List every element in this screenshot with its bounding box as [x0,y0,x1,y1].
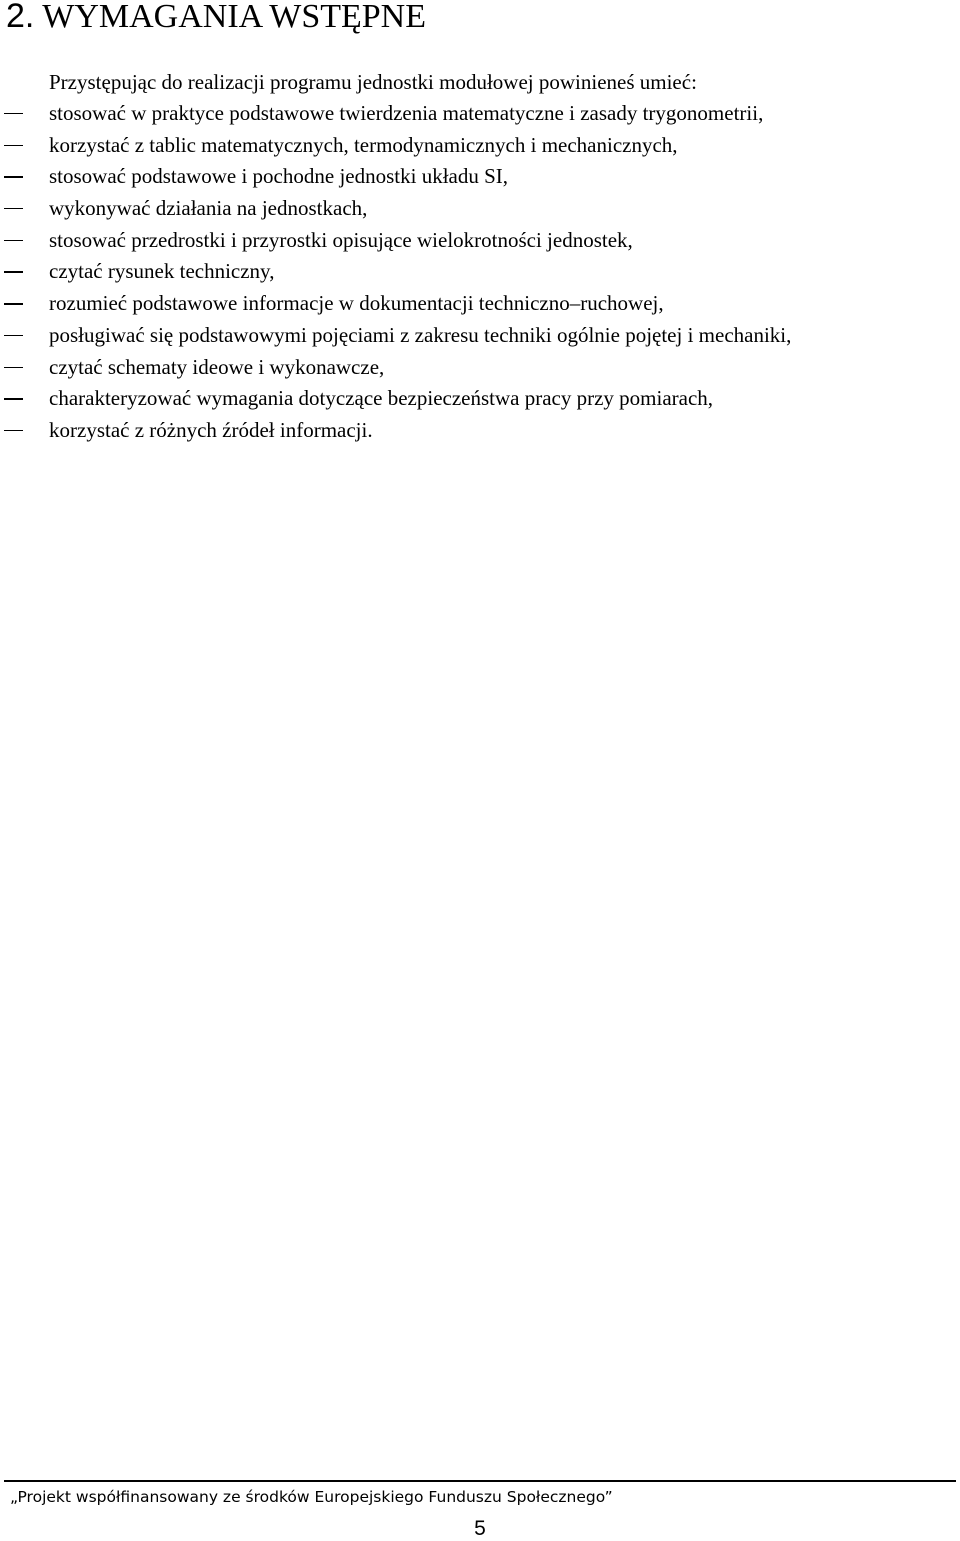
section-heading [6,0,426,37]
dash-bullet [4,398,23,399]
dash-bullet [4,271,23,272]
dash-bullet [4,430,23,431]
list-item-text: charakteryzować wymagania dotyczące bezpieczeństwa pracy przy pomiarach, [49,386,714,411]
footer-divider [4,1480,956,1482]
list-item-text: wykonywać działania na jednostkach, [49,196,368,221]
page-number: 5 [474,1517,486,1540]
list-item-text: stosować przedrostki i przyrostki opisujące wielokrotności jednostek, [49,227,633,252]
dash-bullet [4,208,23,209]
dash-bullet [4,335,23,336]
list-item-text: korzystać z tablic matematycznych, termodynamicznych i mechanicznych, [49,132,678,157]
dash-bullet [4,176,23,177]
section-title: WYMAGANIA WSTĘPNE [42,0,426,35]
intro-paragraph: Przystępując do realizacji programu jednostki modułowej powinieneś umieć: [49,70,697,94]
dash-bullet [4,145,23,146]
list-item-text: rozumieć podstawowe informacje w dokumentacji techniczno–ruchowej, [49,291,664,316]
dash-bullet [4,303,23,304]
dash-bullet [4,113,23,114]
footer-funding-note: „Projekt współfinansowany ze środków Europejskiego Funduszu Społecznego” [10,1488,613,1506]
section-number: 2. [6,0,35,35]
list-item-text: czytać schematy ideowe i wykonawcze, [49,354,385,379]
dash-bullet [4,367,23,368]
list-item-text: korzystać z różnych źródeł informacji. [49,417,373,442]
list-item-text: stosować podstawowe i pochodne jednostki układu SI, [49,164,509,189]
list-item-text: posługiwać się podstawowymi pojęciami z zakresu techniki ogólnie pojętej i mechaniki, [49,322,792,347]
list-item-text: stosować w praktyce podstawowe twierdzenia matematyczne i zasady trygonometrii, [49,101,764,125]
list-item-text: czytać rysunek techniczny, [49,259,275,284]
dash-bullet [4,240,23,241]
